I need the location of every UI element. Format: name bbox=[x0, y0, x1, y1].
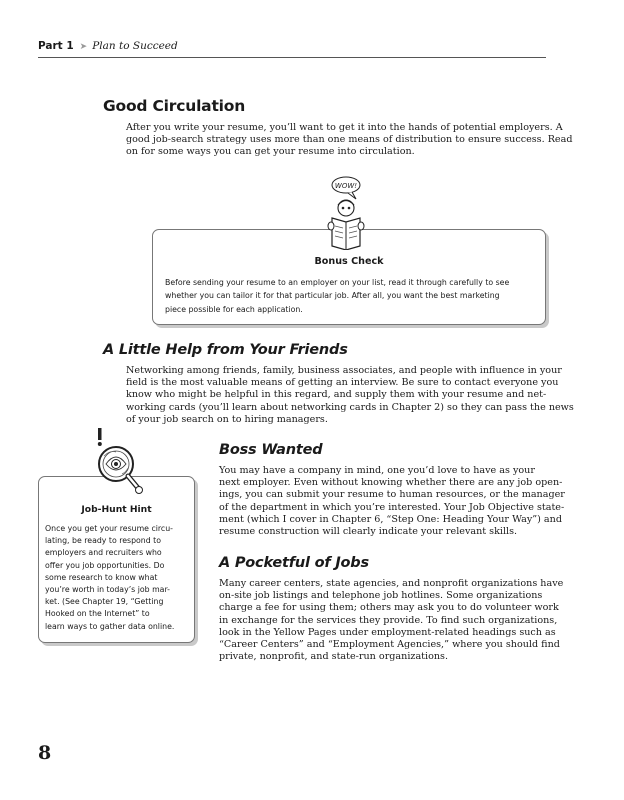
job-hunt-hint-text bbox=[45, 523, 191, 633]
heading-pocketful-of-jobs: A Pocketful of Jobs bbox=[219, 555, 369, 571]
text-line: know who might be helpful in this regard, and supply them with your resume and net- bbox=[126, 389, 547, 401]
bonus-check-text bbox=[165, 276, 535, 316]
text-line: employers and recruiters who bbox=[45, 548, 162, 558]
text-line: Many career centers, state agencies, and nonprofit organizations have bbox=[219, 578, 564, 589]
text-line: you’re worth in today’s job mar- bbox=[45, 585, 170, 595]
header-rule bbox=[38, 57, 546, 58]
text-line: learn ways to gather data online. bbox=[45, 621, 175, 631]
paragraph-pocketful-of-jobs bbox=[219, 578, 564, 663]
text-line: resume construction will clearly indicate your relevant skills. bbox=[219, 526, 518, 538]
heading-good-circulation: Good Circulation bbox=[103, 97, 246, 115]
text-line: “Career Centers” and “Employment Agencies,” where you should find bbox=[219, 639, 560, 651]
text-line: Once you get your resume circu- bbox=[45, 524, 173, 533]
text-line: lating, be ready to respond to bbox=[45, 536, 162, 546]
text-line: ment (which I cover in Chapter 6, “Step One: Heading Your Way”) and bbox=[219, 513, 562, 525]
text-line: some research to know what bbox=[45, 572, 158, 582]
running-head bbox=[38, 40, 178, 52]
text-line: of your job search on to hiring managers. bbox=[126, 413, 328, 425]
text-line: You may have a company in mind, one you’d love to have as your bbox=[219, 465, 535, 476]
paragraph-help-from-friends bbox=[126, 365, 574, 426]
bonus-check-title: Bonus Check bbox=[314, 256, 384, 267]
reading-person-icon bbox=[322, 174, 378, 250]
heading-boss-wanted: Boss Wanted bbox=[219, 442, 323, 458]
text-line: on for some ways you can get your resume into circulation. bbox=[126, 146, 415, 158]
part-label: Part 1 bbox=[38, 40, 74, 52]
job-hunt-hint-title: Job-Hunt Hint bbox=[81, 504, 152, 515]
wow-caption: WOW! bbox=[334, 182, 358, 190]
text-line: offer you job opportunities. Do bbox=[45, 560, 165, 570]
magnifying-glass-icon bbox=[92, 426, 148, 500]
text-line: ings, you can submit your resume to human resources, or the manager bbox=[219, 489, 565, 501]
text-line: Before sending your resume to an employer on your list, read it through carefully to see bbox=[165, 278, 510, 287]
paragraph-boss-wanted bbox=[219, 465, 565, 538]
text-line: in exchange for the services they provide. To find such organizations, bbox=[219, 614, 558, 626]
text-line: charge a fee for using them; others may ask you to do volunteer work bbox=[219, 602, 559, 614]
text-line: next employer. Even without knowing whether there are any job open- bbox=[219, 477, 563, 489]
part-title: Plan to Succeed bbox=[92, 40, 178, 52]
text-line: good job-search strategy uses more than one means of distribution to ensure success. Read bbox=[126, 134, 573, 146]
text-line: on-site job listings and telephone job hotlines. Some organizations bbox=[219, 590, 543, 602]
text-line: Hooked on the Internet” to bbox=[45, 609, 150, 619]
text-line: private, nonprofit, and state-run organizations. bbox=[219, 651, 449, 663]
text-line: ket. (See Chapter 19, “Getting bbox=[45, 597, 164, 607]
text-line: working cards (you’ll learn about networking cards in Chapter 2) so they can pass the news bbox=[126, 401, 574, 413]
text-line: whether you can tailor it for that particular job. After all, you want the best marketing bbox=[165, 291, 500, 301]
job-hunt-hint-box bbox=[38, 476, 195, 643]
paragraph-good-circulation bbox=[126, 122, 573, 159]
text-line: Networking among friends, family, business associates, and people with influence in your bbox=[126, 365, 562, 376]
text-line: field is the most valuable means of getting an interview. Be sure to contact everyone you bbox=[126, 377, 559, 389]
heading-help-from-friends: A Little Help from Your Friends bbox=[103, 342, 348, 358]
text-line: piece possible for each application. bbox=[165, 304, 303, 314]
text-line: After you write your resume, you’ll want to get it into the hands of potential employers. A bbox=[126, 122, 563, 133]
arrow-icon: ➤ bbox=[79, 41, 88, 51]
page-number: 8 bbox=[38, 742, 52, 764]
text-line: look in the Yellow Pages under employment-related headings such as bbox=[219, 626, 556, 638]
text-line: of the department in which you’re interested. Your Job Objective state- bbox=[219, 501, 565, 513]
